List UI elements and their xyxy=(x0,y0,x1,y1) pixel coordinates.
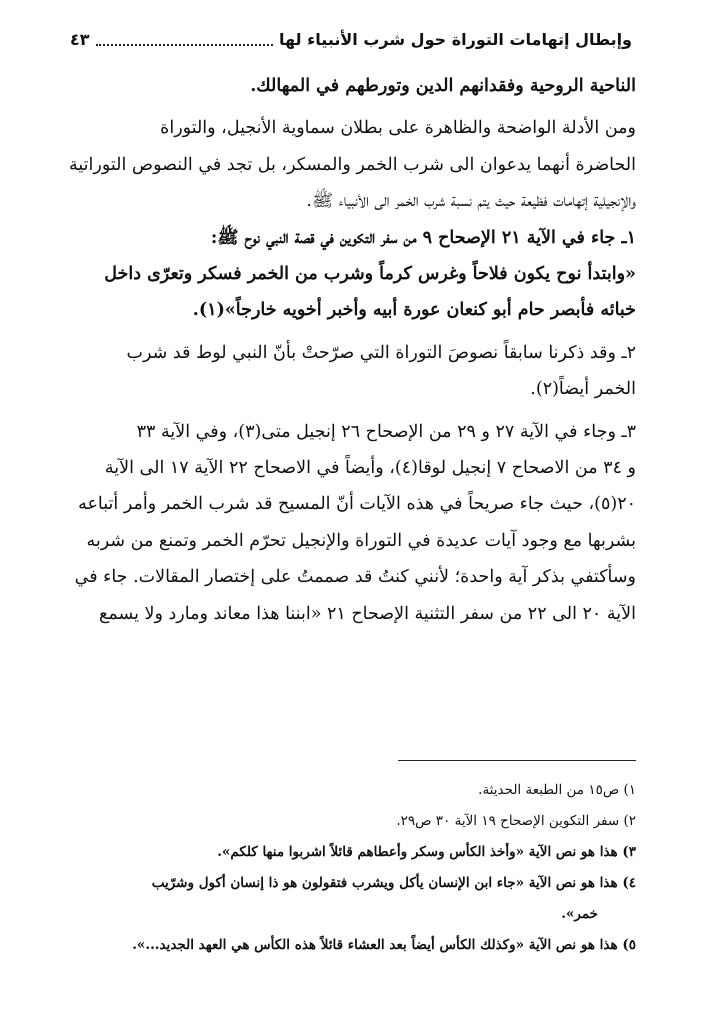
body-line: ومن الأدلة الواضحة والظاهرة على بطلان سماوية الأنجيل، والتوراة xyxy=(160,118,636,139)
body-line: الحاضرة أنهما يدعوان الى شرب الخمر والمسكر، بل تجد في النصوص التوراتية xyxy=(68,154,636,175)
footnote-1: ١) ص١٥ من الطبعة الحديثة. xyxy=(478,782,636,798)
body-line: ٢ـ وقد ذكرنا سابقاً نصوصَ التوراة التي صرّحتْ بأنّ النبي لوط قد شرب xyxy=(126,342,636,363)
body-line: وسأكتفي بذكر آية واحدة؛ لأنني كنتُ قد صممتُ على إختصار المقالات. جاء في xyxy=(74,567,636,588)
body-line: الناحية الروحية وفقدانهم الدين وتورطهم في المهالك. xyxy=(250,76,636,96)
footnote-2: ٢) سفر التكوين الإصحاح ١٩ الآية ٣٠ ص٢٩. xyxy=(396,813,636,829)
body-text xyxy=(66,68,636,632)
body-line: الخمر أيضاً(٢). xyxy=(530,379,636,400)
body-line: «وابتدأ نوح يكون فلاحاً وغرس كرماً وشرب من الخمر فسكر وتعرّى داخل xyxy=(104,264,636,285)
body-line: و ٣٤ من الاصحاح ٧ إنجيل لوقا(٤)، وأيضاً في الاصحاح ٢٢ الآية ١٧ الى الآية xyxy=(104,458,636,479)
body-line: والإنجيلية إتهامات فظيعة حيث يتم نسبة شرب الخمر الى الأنبياء ﷺ. xyxy=(306,191,636,212)
footnote-separator xyxy=(398,760,636,761)
body-line: الآية ٢٠ الى ٢٢ من سفر التثنية الإصحاح ٢١ «ابننا هذا معاند ومارد ولا يسمع xyxy=(99,603,636,624)
header-dot-leader xyxy=(96,42,273,46)
footnote-3: ٣) هذا هو نص الآية «وأخذ الكأس وسكر وأعطاهم قائلاً اشربوا منها كلكم». xyxy=(217,844,636,860)
running-header xyxy=(70,24,632,54)
body-line: ١ـ جاء في الآية ٢١ الإصحاح ٩ من سفر التكوين في قصة النبي نوح ﷺ: xyxy=(210,227,636,248)
footnotes xyxy=(66,775,636,961)
header-title: وإبطال إتهامات التوراة حول شرب الأنبياء لها xyxy=(278,29,632,49)
body-line: خبائه فأبصر حام أبو كنعان عورة أبيه وأخبر أخويه خارجاً»(١). xyxy=(192,300,636,321)
body-line: ٢٠(٥)، حيث جاء صريحاً في هذه الآيات أنّ المسيح قد شرب الخمر وأمر أتباعه xyxy=(78,494,636,515)
footnote-4-continuation: خمر». xyxy=(561,906,598,922)
footnote-4: ٤) هذا هو نص الآية «جاء ابن الإنسان يأكل ويشرب فتقولون هو ذا إنسان أكول وشرّيب xyxy=(151,875,636,891)
page-number: ٤٣ xyxy=(70,29,90,49)
footnote-5: ٥) هذا هو نص الآية «وكذلك الكأس أيضاً بعد العشاء قائلاً هذه الكأس هي العهد الجديد...». xyxy=(132,937,636,953)
body-line: ٣ـ وجاء في الآية ٢٧ و ٢٩ من الإصحاح ٢٦ إنجيل متى(٣)، وفي الآية ٣٣ xyxy=(136,421,636,442)
body-line: بشربها مع وجود آيات عديدة في التوراة والإنجيل تحرّم الخمر وتمنع من شربه xyxy=(86,530,636,551)
